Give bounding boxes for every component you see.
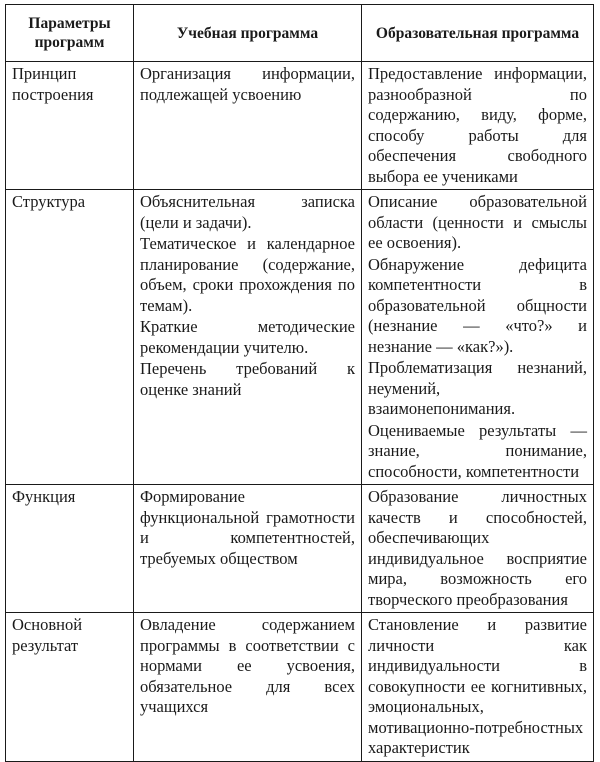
- row-educational-cell: [134, 190, 362, 485]
- header-parameters: Параметры программ: [6, 5, 134, 62]
- row-learning-cell: [362, 62, 594, 190]
- table-row: [6, 613, 594, 762]
- cell-text: Организация информации, подлежащей усвоению: [140, 64, 355, 104]
- comparison-table: [5, 4, 594, 762]
- parameter-label: Структура: [12, 192, 86, 211]
- row-parameter: [6, 485, 134, 613]
- cell-text: Перечень требований к оценке знаний: [140, 359, 355, 399]
- parameter-label: Основной результат: [12, 615, 83, 655]
- cell-text: Проблематизация незнаний, неумений, взаимонепонимания.: [368, 358, 587, 418]
- header-learning-program: Образовательная программа: [362, 5, 594, 62]
- cell-text: Тематическое и календарное планирование (содержание, объем, сроки прохождения по темам).: [140, 234, 355, 315]
- parameter-label: Функция: [12, 487, 76, 506]
- table-row: [6, 62, 594, 190]
- cell-text: Предоставление информации, разнообразной по содержанию, виду, форме, способу работы для обеспечения свободного выбора ее учениками: [368, 64, 587, 186]
- row-learning-cell: [362, 190, 594, 485]
- cell-text: Обнаружение дефицита компетентности в образовательной общности (незнание — «что?» и незнание — «как?»).: [368, 254, 587, 356]
- cell-text: Краткие методические рекомендации учителю.: [140, 317, 355, 357]
- cell-text: Оцениваемые результаты — знание, понимание, способности, компетентности: [368, 420, 587, 481]
- parameter-label: Принцип построения: [12, 64, 94, 104]
- cell-text: Формирование функциональной грамотности и компетентностей, требуемых обществом: [140, 487, 355, 568]
- table-row: [6, 485, 594, 613]
- row-learning-cell: [362, 613, 594, 762]
- table-row: [6, 190, 594, 485]
- cell-text: Образование личностных качеств и способностей, обеспечивающих индивидуальное восприятие мира, возможность его творческого преобразования: [368, 487, 587, 609]
- row-parameter: [6, 190, 134, 485]
- row-educational-cell: [134, 613, 362, 762]
- cell-text: Становление и развитие личности как индивидуальности в совокупности ее когнитивных, эмоциональных, мотивационно-потребностных характеристик: [368, 615, 587, 757]
- cell-text: Описание образовательной области (ценности и смыслы ее освоения).: [368, 192, 587, 252]
- header-row: [6, 5, 594, 62]
- row-educational-cell: [134, 62, 362, 190]
- row-parameter: [6, 613, 134, 762]
- cell-text: Овладение содержанием программы в соответствии с нормами ее усвоения, обязательное для всех учащихся: [140, 615, 355, 716]
- row-educational-cell: [134, 485, 362, 613]
- header-educational-program: Учебная программа: [134, 5, 362, 62]
- row-parameter: [6, 62, 134, 190]
- row-learning-cell: [362, 485, 594, 613]
- cell-text: Объяснительная записка (цели и задачи).: [140, 192, 355, 232]
